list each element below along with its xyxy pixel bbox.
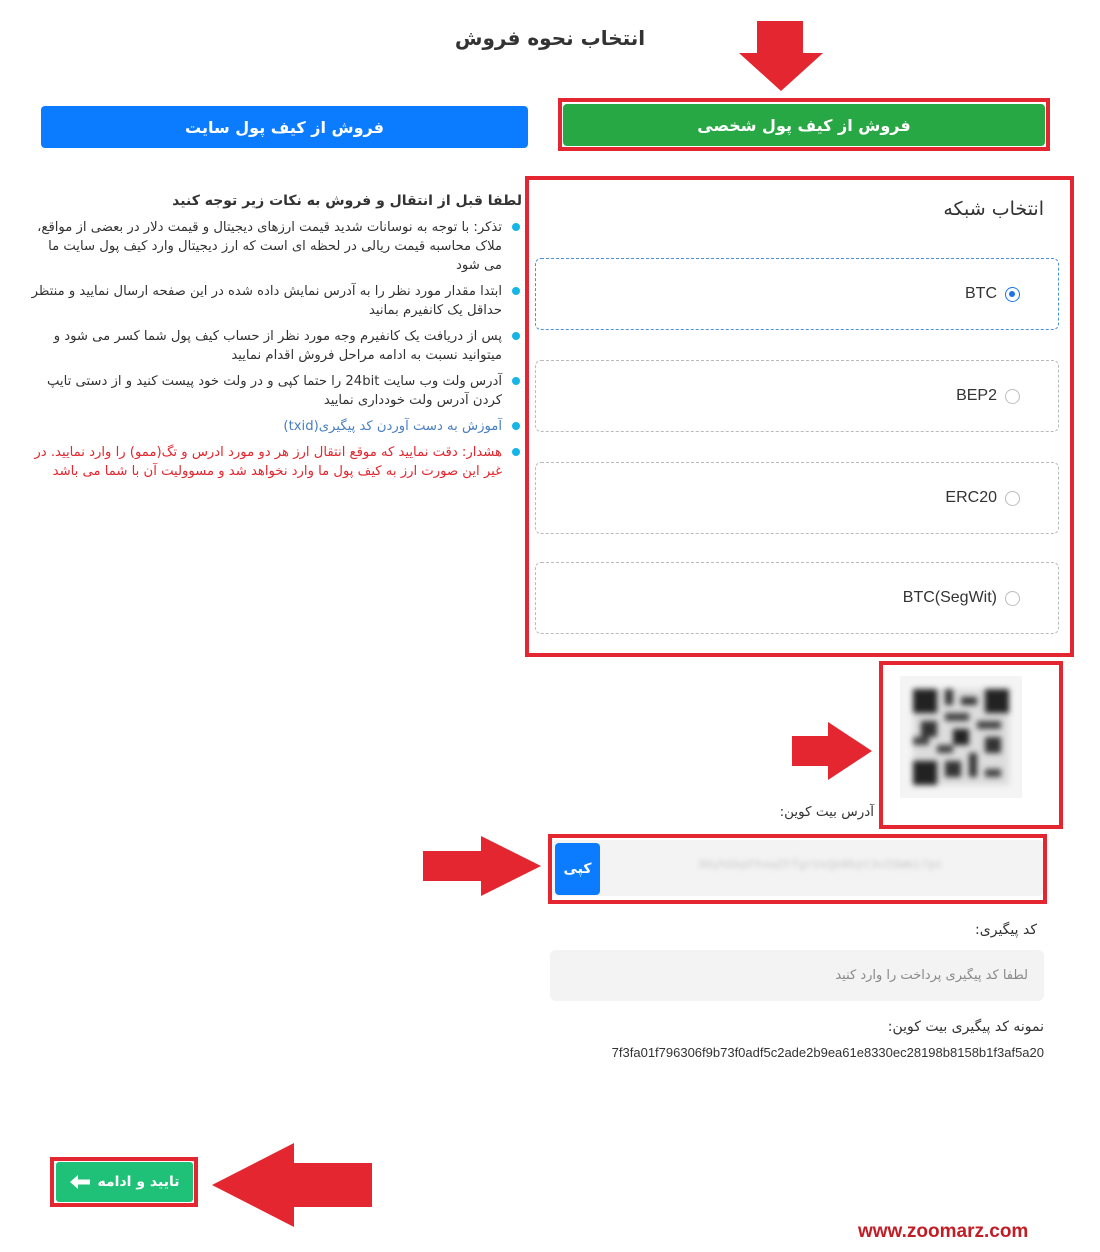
sample-tracking-label: نمونه کد پیگیری بیت کوین: [887,1019,1044,1035]
network-option-erc20[interactable] [535,462,1059,534]
tracking-code-label: کد پیگیری: [975,922,1037,938]
network-title: انتخاب شبکه [943,198,1044,220]
warning-note: هشدار: دقت نمایید که موقع انتقال ارز هر دو مورد ادرس و تگ(ممو) را وارد نمایید. در غیر این صورت ارز به کیف پول ما وارد نخواهد شد و مسوولیت آن با شما می باشد [28,443,522,481]
network-option-btc[interactable] [535,258,1059,330]
annotation-box-personal-wallet [558,98,1050,151]
annotation-arrow-right [792,722,872,780]
annotation-box-confirm [50,1157,198,1207]
network-option-btc-segwit[interactable] [535,562,1059,634]
site-wallet-sell-button[interactable]: فروش از کیف پول سایت [41,106,528,148]
copy-address-button[interactable]: کپی [555,843,600,895]
bitcoin-address-value: 3HyhGkpFhxwZFfgrUxQeBkpt3vZGWmi7pc [697,858,943,872]
tracking-code-input[interactable] [550,950,1044,1001]
radio-icon[interactable] [1005,591,1020,606]
notes-heading: لطفا قبل از انتقال و فروش به نکات زیر توجه کنید [172,193,522,209]
note-item: آدرس ولت وب سایت 24bit را حتما کپی و در ولت خود پیست کنید و از دستی تایپ کردن آدرس ولت خودداری نمایید [28,372,522,410]
annotation-arrow-left [212,1143,372,1227]
annotation-box-qr [879,661,1063,829]
radio-icon[interactable] [1005,389,1020,404]
annotation-arrow-down [739,21,823,91]
notes-list [28,218,522,481]
page-title: انتخاب نحوه فروش [454,26,646,50]
confirm-label: تایید و ادامه [97,1174,180,1190]
notes-section [28,192,522,488]
personal-wallet-sell-button[interactable]: فروش از کیف پول شخصی [563,104,1045,146]
sample-tracking-value: 7f3fa01f796306f9b73f0adf5c2ade2b9ea61e8330ec28198b8158b1f3af5a20 [611,1045,1044,1060]
txid-tutorial-link[interactable]: آموزش به دست آوردن کد پیگیری(txid) [28,417,522,436]
annotation-box-address [548,834,1047,904]
watermark: www.zoomarz.com [858,1221,1029,1242]
network-option-label: BTC(SegWit) [902,589,997,606]
network-option-label: BEP2 [956,387,997,404]
radio-icon[interactable] [1005,491,1020,506]
network-option-bep2[interactable] [535,360,1059,432]
radio-selected-icon[interactable] [1005,287,1020,302]
network-option-label: ERC20 [945,489,997,506]
bitcoin-address-label: آدرس بیت کوین: [779,804,874,820]
note-item: پس از دریافت یک کانفیرم وجه مورد نظر از حساب کیف پول شما کسر می شود و میتوانید نسبت به ادامه مراحل فروش اقدام نمایید [28,327,522,365]
annotation-arrow-right [423,836,541,896]
note-item: تذکر: با توجه به نوسانات شدید قیمت ارزهای دیجیتال و قیمت دلار در بعضی از مواقع، ملاک محاسبه قیمت ریالی در لحظه ای است که ارز دیجیتال وارد کیف پول سایت ما می شود [28,218,522,275]
network-option-label: BTC [965,285,997,302]
note-item: ابتدا مقدار مورد نظر را به آدرس نمایش داده شده در این صفحه ارسال نمایید و منتظر حداقل یک کانفیرم بمانید [28,282,522,320]
